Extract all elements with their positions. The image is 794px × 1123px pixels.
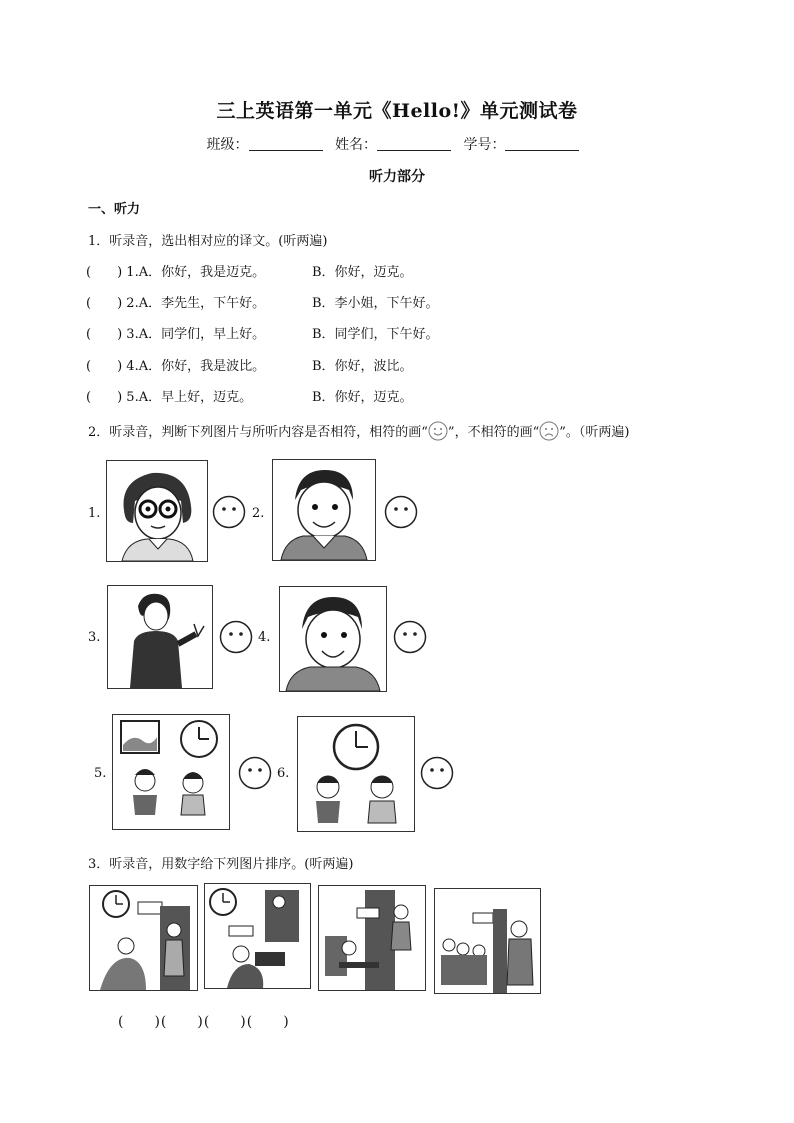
q1-item <box>86 292 265 311</box>
picture-afternoon-greeting <box>297 716 415 832</box>
picture-label: 1. <box>88 506 101 521</box>
smiley-face-icon[interactable] <box>212 495 246 529</box>
name-label: 姓名： <box>335 137 377 153</box>
number-blank[interactable] <box>505 136 579 151</box>
item-number: 3. <box>126 327 139 342</box>
class-blank[interactable] <box>249 136 323 151</box>
boy-backpack-illustration <box>273 460 375 560</box>
scene-classroom-door-illustration <box>319 886 425 990</box>
item-number: 4. <box>126 359 139 374</box>
picture-label: 4. <box>258 630 271 645</box>
smiley-face-icon[interactable] <box>219 620 253 654</box>
answer-paren[interactable]: ( ) <box>86 390 123 405</box>
q1-item <box>86 355 265 374</box>
picture-label: 5. <box>94 766 107 781</box>
woman-waving-illustration <box>108 586 212 688</box>
woman-glasses-illustration <box>107 461 207 561</box>
option-b: B．李小姐，下午好。 <box>312 296 439 311</box>
option-a: A．你好，我是波比。 <box>138 359 266 374</box>
smiley-face-icon[interactable] <box>238 756 272 790</box>
picture-scene-desk <box>204 883 311 989</box>
boy-smiling-illustration <box>280 587 386 691</box>
section-title: 听力部分 <box>369 169 425 185</box>
q1-prompt: 1．听录音，选出相对应的译文。(听两遍) <box>88 234 328 249</box>
option-a: A．你好，我是迈克。 <box>138 265 266 280</box>
smiley-face-icon[interactable] <box>384 495 418 529</box>
picture-scene-home <box>89 885 198 991</box>
q2-prompt-part: ”。（听两遍) <box>559 425 630 440</box>
class-label: 班级： <box>206 137 249 153</box>
sad-face-icon <box>539 421 559 441</box>
item-number: 2. <box>126 296 139 311</box>
q1-item <box>86 261 265 280</box>
number-label: 学号： <box>463 137 506 153</box>
item-number: 5. <box>126 390 139 405</box>
picture-boy-smiling <box>279 586 387 692</box>
smiley-face-icon <box>428 421 448 441</box>
smiley-face-icon[interactable] <box>420 756 454 790</box>
page-title: 三上英语第一单元《Hello!》单元测试卷 <box>216 100 578 122</box>
scene-teacher-class-illustration <box>435 889 540 993</box>
picture-label: 2. <box>252 506 265 521</box>
scene-home-illustration <box>90 886 197 990</box>
scene-desk-illustration <box>205 884 310 988</box>
picture-label: 3. <box>88 630 101 645</box>
q2-prompt-part: ”，不相符的画“ <box>447 425 540 440</box>
option-a: A．李先生，下午好。 <box>138 296 266 311</box>
option-a: A．早上好，迈克。 <box>138 390 253 405</box>
answer-paren[interactable]: ( ) <box>86 327 123 342</box>
student-info-row <box>0 134 794 154</box>
q1-item <box>86 386 252 405</box>
q3-answer-row[interactable]: ( )( )( )( ) <box>118 1014 290 1030</box>
picture-woman-glasses <box>106 460 208 562</box>
q2-prompt-part: 2．听录音，判断下列图片与所听内容是否相符，相符的画“ <box>88 425 428 440</box>
smiley-face-icon[interactable] <box>393 620 427 654</box>
picture-scene-teacher-class <box>434 888 541 994</box>
picture-scene-classroom-door <box>318 885 426 991</box>
option-b: B．你好，迈克。 <box>312 390 413 405</box>
name-blank[interactable] <box>377 136 451 151</box>
q2-prompt <box>88 421 629 441</box>
answer-paren[interactable]: ( ) <box>86 359 123 374</box>
q3-prompt: 3．听录音，用数字给下列图片排序。(听两遍) <box>88 857 354 872</box>
picture-morning-classroom <box>112 714 230 830</box>
afternoon-greeting-illustration <box>298 717 414 831</box>
picture-woman-waving <box>107 585 213 689</box>
part-heading: 一、听力 <box>88 202 141 217</box>
option-a: A．同学们，早上好。 <box>138 327 266 342</box>
option-b: B．你好，迈克。 <box>312 265 413 280</box>
answer-paren[interactable]: ( ) <box>86 265 123 280</box>
answer-paren[interactable]: ( ) <box>86 296 123 311</box>
picture-label: 6. <box>277 766 290 781</box>
morning-classroom-illustration <box>113 715 229 829</box>
option-b: B．你好，波比。 <box>312 359 413 374</box>
option-b: B．同学们，下午好。 <box>312 327 439 342</box>
picture-boy-backpack <box>272 459 376 561</box>
item-number: 1. <box>126 265 139 280</box>
q1-item <box>86 323 265 342</box>
